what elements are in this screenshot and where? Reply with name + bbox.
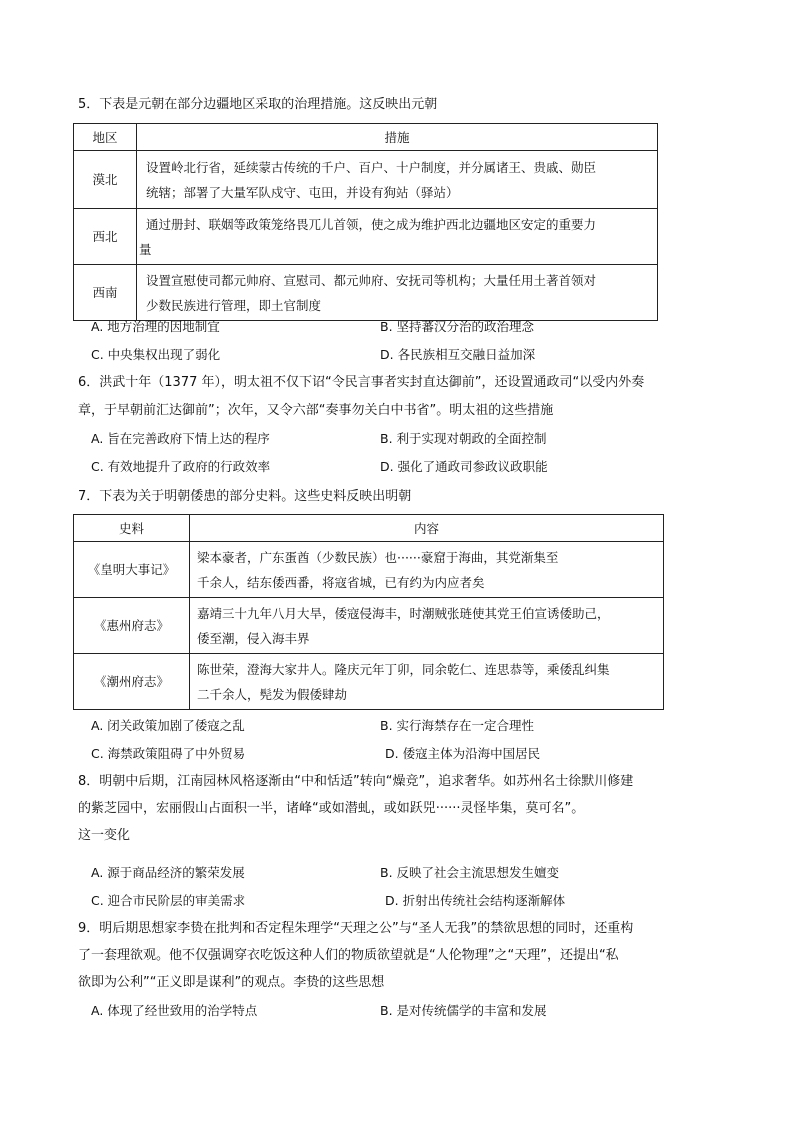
content-line: 嘉靖三十九年八月大旱，倭寇侵海丰，时潮贼张琏使其党王伯宣诱倭助己， xyxy=(197,605,610,621)
question-9-stem-line: 了一套理欲观。他不仅强调穿衣吃饭这种人们的物质欲望就是“人伦物理”之“天理”，还提出“私 xyxy=(78,948,619,963)
table-header-row xyxy=(74,515,664,542)
option-a[interactable]: A. 旨在完善政府下情上达的程序 xyxy=(91,431,270,446)
option-a[interactable]: A. 源于商品经济的繁荣发展 xyxy=(91,865,245,880)
option-b[interactable]: B. 是对传统儒学的丰富和发展 xyxy=(380,1003,547,1018)
option-a[interactable]: A. 地方治理的因地制宜 xyxy=(91,319,220,334)
table-row xyxy=(74,265,658,321)
table-header-row xyxy=(74,124,658,151)
table-row xyxy=(74,151,658,209)
table-header-source: 史料 xyxy=(74,515,190,542)
question-5-table xyxy=(73,123,658,321)
table-row xyxy=(74,654,664,710)
option-a[interactable]: A. 闭关政策加剧了倭寇之乱 xyxy=(91,718,245,733)
question-6-stem-line: 6．洪武十年（1377 年），明太祖不仅下诏“令民言事者实封直达御前”，还设置通政司“以受内外奏 xyxy=(78,375,645,390)
table-row xyxy=(74,542,664,598)
option-c[interactable]: C. 迎合市民阶层的审美需求 xyxy=(91,893,246,908)
option-d[interactable]: D. 折射出传统社会结构逐渐解体 xyxy=(385,893,566,908)
region-cell: 漠北 xyxy=(74,151,137,209)
source-cell: 《惠州府志》 xyxy=(74,598,190,654)
question-9-stem-line: 9．明后期思想家李贽在批判和否定程朱理学“天理之公”与“圣人无我”的禁欲思想的同时，还重构 xyxy=(78,921,634,936)
region-cell: 西南 xyxy=(74,265,137,321)
content-line: 倭至潮，侵入海丰界 xyxy=(197,630,310,646)
measure-line: 设置宣慰使司都元帅府、宣慰司、都元帅府、安抚司等机构；大量任用土著首领对 xyxy=(146,272,597,288)
measure-line: 设置岭北行省，延续蒙古传统的千户、百户、十户制度，并分属诸王、贵戚、勋臣 xyxy=(146,159,597,175)
option-b[interactable]: B. 实行海禁存在一定合理性 xyxy=(380,718,535,733)
measure-line: 少数民族进行管理，即土官制度 xyxy=(146,297,322,313)
table-row xyxy=(74,598,664,654)
option-c[interactable]: C. 海禁政策阻碍了中外贸易 xyxy=(91,746,246,761)
source-cell: 《潮州府志》 xyxy=(74,654,190,710)
measure-line: 量 xyxy=(139,241,152,257)
question-5-stem: 5．下表是元朝在部分边疆地区采取的治理措施。这反映出元朝 xyxy=(78,97,438,112)
question-9-stem-line: 欲即为公利”“正义即是谋利”的观点。李贽的这些思想 xyxy=(78,975,385,990)
content-line: 陈世荣，澄海大家井人。隆庆元年丁卯，同余乾仁、连思恭等，乘倭乱纠集 xyxy=(197,661,610,677)
option-b[interactable]: B. 反映了社会主流思想发生嬗变 xyxy=(380,865,560,880)
option-d[interactable]: D. 各民族相互交融日益加深 xyxy=(380,347,536,362)
content-line: 千余人，结东倭西番，将寇省城，已有约为内应者矣 xyxy=(197,574,485,590)
measure-line: 通过册封、联姻等政策笼络畏兀儿首领，使之成为维护西北边疆地区安定的重要力 xyxy=(146,216,597,232)
question-7-stem: 7．下表为关于明朝倭患的部分史料。这些史料反映出明朝 xyxy=(78,489,412,504)
option-a[interactable]: A. 体现了经世致用的治学特点 xyxy=(91,1003,258,1018)
table-header-measures: 措施 xyxy=(137,124,658,151)
question-8-stem-line: 8．明朝中后期，江南园林风格逐渐由“中和恬适”转向“燥竞”，追求奢华。如苏州名士徐默川修建 xyxy=(78,774,634,789)
option-d[interactable]: D. 倭寇主体为沿海中国居民 xyxy=(385,746,541,761)
region-cell: 西北 xyxy=(74,209,137,265)
option-c[interactable]: C. 中央集权出现了弱化 xyxy=(91,347,221,362)
option-d[interactable]: D. 强化了通政司参政议政职能 xyxy=(380,459,548,474)
table-header-region: 地区 xyxy=(74,124,137,151)
content-line: 二千余人，髡发为假倭肆劫 xyxy=(197,686,348,702)
question-6-stem-line: 章，于早朝前汇达御前”；次年，又令六部“奏事勿关白中书省”。明太祖的这些措施 xyxy=(78,403,554,418)
table-row xyxy=(74,209,658,265)
table-header-content: 内容 xyxy=(190,515,664,542)
question-7-table xyxy=(73,514,664,710)
content-line: 梁本豪者，广东蛋酋（少数民族）也······豪窟于海曲，其党渐集至 xyxy=(197,549,559,565)
measure-line: 统辖；部署了大量军队戍守、屯田，并设有狗站（驿站） xyxy=(146,184,459,200)
option-b[interactable]: B. 利于实现对朝政的全面控制 xyxy=(380,431,547,446)
source-cell: 《皇明大事记》 xyxy=(74,542,190,598)
question-8-stem-line: 这一变化 xyxy=(78,828,131,843)
option-b[interactable]: B. 坚持蕃汉分治的政治理念 xyxy=(380,319,535,334)
option-c[interactable]: C. 有效地提升了政府的行政效率 xyxy=(91,459,271,474)
question-8-stem-line: 的紫芝园中，宏丽假山占面积一半，诸峰“或如潜虬，或如跃兕······灵怪毕集，莫可名”。 xyxy=(78,801,585,816)
